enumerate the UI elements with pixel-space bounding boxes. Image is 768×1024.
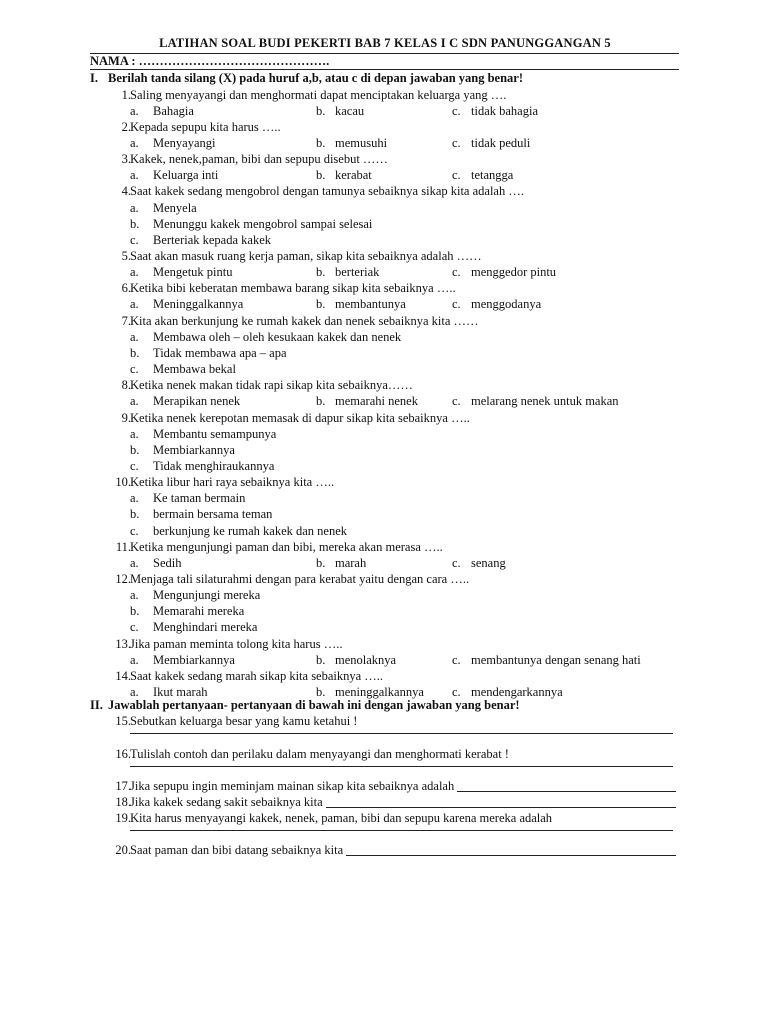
question-13 — [108, 637, 678, 653]
option-letter: b. — [130, 345, 140, 360]
option-text: tidak bahagia — [471, 103, 538, 118]
question-text: Saat akan masuk ruang kerja paman, sikap kita sebaiknya adalah …… — [130, 249, 482, 263]
option-text: kacau — [335, 103, 365, 118]
question-2 — [108, 120, 678, 136]
option-letter: c. — [130, 362, 139, 377]
question-number: 2. — [121, 119, 131, 134]
question-number: 13. — [115, 636, 131, 651]
question-text: Ketika nenek makan tidak rapi sikap kita sebaiknya…… — [130, 378, 413, 393]
option-letter: c. — [130, 232, 139, 247]
option-text: mendengarkannya — [471, 685, 563, 700]
question-11 — [108, 540, 678, 556]
option-text: Membawa oleh – oleh kesukaan kakek dan nenek — [153, 329, 402, 344]
option-letter: b. — [130, 216, 140, 231]
question-text: Tulislah contoh dan perilaku dalam menyayangi dan menghormati kerabat ! — [130, 746, 509, 761]
option-letter: b. — [316, 168, 326, 183]
option-letter: a. — [130, 200, 139, 215]
option-text: menggedor pintu — [471, 265, 557, 280]
section-1-number: I. — [90, 71, 98, 85]
option-letter: c. — [130, 523, 139, 538]
option-letter: a. — [130, 491, 139, 506]
question-number: 6. — [121, 281, 131, 296]
essay-question-16 — [108, 747, 678, 763]
option-text: Membantu semampunya — [153, 426, 277, 441]
question-8 — [108, 378, 678, 394]
option-text: Meninggalkannya — [153, 297, 244, 312]
question-number: 16. — [115, 746, 131, 761]
section-2-heading — [90, 698, 520, 713]
option-letter: c. — [452, 265, 461, 280]
question-5 — [108, 249, 678, 265]
option-letter: a. — [130, 135, 139, 150]
header-divider — [90, 69, 679, 70]
option-letter: c. — [452, 135, 461, 150]
question-number: 10. — [115, 475, 131, 490]
option-text: melarang nenek untuk makan — [471, 394, 619, 409]
option-letter: c. — [452, 685, 461, 700]
option-letter: b. — [316, 135, 326, 150]
section-1-instruction: Berilah tanda silang (X) pada huruf a,b, atau c di depan jawaban yang benar! — [108, 71, 524, 85]
essay-question-20 — [108, 843, 678, 859]
option-letter: a. — [130, 103, 139, 118]
option-text: Sedih — [153, 555, 182, 570]
section-2-number: II. — [90, 698, 103, 713]
question-number: 1. — [121, 87, 131, 102]
option-letter: c. — [452, 652, 461, 667]
question-number: 18. — [115, 794, 131, 809]
option-letter: c. — [130, 458, 139, 473]
question-4 — [108, 184, 678, 200]
option-letter: a. — [130, 652, 139, 667]
option-letter: b. — [316, 297, 326, 312]
option-text: bermain bersama teman — [153, 507, 273, 522]
question-number: 9. — [121, 410, 131, 425]
option-letter: c. — [452, 103, 461, 118]
option-text: Menyela — [153, 200, 197, 215]
section-1-heading — [90, 71, 523, 86]
worksheet-title: LATIHAN SOAL BUDI PEKERTI BAB 7 KELAS I C SDN PANUNGGANGAN 5 — [159, 36, 611, 50]
question-text: Jika paman meminta tolong kita harus ….. — [130, 636, 343, 651]
option-text: marah — [335, 555, 367, 570]
question-text: Menjaga tali silaturahmi dengan para kerabat yaitu dengan cara ….. — [130, 572, 470, 586]
question-text: Ketika mengunjungi paman dan bibi, mereka akan merasa ….. — [130, 539, 443, 554]
option-letter: b. — [316, 652, 326, 667]
essay-question-17 — [108, 779, 678, 795]
question-14 — [108, 669, 678, 685]
option-text: Tidak menghiraukannya — [153, 458, 275, 473]
option-text: tidak peduli — [471, 135, 531, 150]
option-letter: c. — [452, 168, 461, 183]
question-text: Kita harus menyayangi kakek, nenek, paman, bibi dan sepupu karena mereka adalah — [130, 811, 553, 826]
option-text: Berteriak kepada kakek — [153, 232, 271, 247]
essay-question-19 — [108, 811, 678, 827]
option-letter: a. — [130, 329, 139, 344]
answer-blank[interactable] — [457, 781, 676, 792]
option-letter: a. — [130, 426, 139, 441]
question-number: 8. — [121, 378, 131, 393]
option-text: Mengunjungi mereka — [153, 588, 261, 603]
option-text: Mengetuk pintu — [153, 265, 233, 280]
question-text: Kepada sepupu kita harus ….. — [130, 119, 281, 134]
option-text: Membiarkannya — [153, 442, 235, 457]
question-text: Kakek, nenek,paman, bibi dan sepupu disebut …… — [130, 152, 388, 167]
option-text: memarahi nenek — [335, 394, 418, 409]
question-text: Kita akan berkunjung ke rumah kakek dan nenek sebaiknya kita …… — [130, 313, 479, 328]
answer-line[interactable] — [130, 733, 673, 734]
name-field[interactable]: NAMA : ………………………………………. — [90, 54, 330, 68]
question-text: Saat kakek sedang mengobrol dengan tamunya sebaiknya sikap kita adalah …. — [130, 184, 524, 199]
option-text: senang — [471, 555, 506, 570]
question-number: 5. — [121, 249, 131, 263]
question-text: Saat paman dan bibi datang sebaiknya kita — [130, 843, 344, 858]
option-text: berteriak — [335, 265, 380, 280]
option-text: membantunya dengan senang hati — [471, 652, 641, 667]
option-text: Tidak membawa apa – apa — [153, 345, 287, 360]
question-10 — [108, 475, 678, 491]
option-text: Keluarga inti — [153, 168, 219, 183]
question-number: 17. — [115, 778, 131, 793]
option-letter: a. — [130, 588, 139, 603]
option-text: berkunjung ke rumah kakek dan nenek — [153, 523, 348, 538]
option-text: Memarahi mereka — [153, 604, 245, 619]
question-12 — [108, 572, 678, 588]
question-number: 11. — [115, 539, 131, 554]
question-text: Saling menyayangi dan menghormati dapat menciptakan keluarga yang …. — [130, 87, 507, 102]
question-number: 14. — [115, 668, 131, 683]
option-text: Membawa bekal — [153, 362, 236, 377]
option-letter: a. — [130, 555, 139, 570]
answer-blank[interactable] — [326, 797, 676, 808]
question-number: 15. — [115, 714, 131, 729]
option-letter: a. — [130, 265, 139, 280]
question-1 — [108, 88, 678, 104]
option-text: Menghindari mereka — [153, 620, 258, 635]
question-text: Sebutkan keluarga besar yang kamu ketahui ! — [130, 714, 358, 729]
option-letter: a. — [130, 168, 139, 183]
question-text: Saat kakek sedang marah sikap kita sebaiknya ….. — [130, 668, 384, 683]
option-text: Membiarkannya — [153, 652, 235, 667]
option-text: meninggalkannya — [335, 685, 424, 700]
option-letter: c. — [452, 555, 461, 570]
option-text: tetangga — [471, 168, 514, 183]
option-letter: a. — [130, 685, 139, 700]
section-2-instruction: Jawablah pertanyaan- pertanyaan di bawah ini dengan jawaban yang benar! — [108, 698, 520, 713]
option-text: kerabat — [335, 168, 372, 183]
essay-question-18 — [108, 795, 678, 811]
question-number: 7. — [121, 313, 131, 328]
option-letter: b. — [130, 507, 140, 522]
question-text: Ketika nenek kerepotan memasak di dapur sikap kita sebaiknya ….. — [130, 410, 470, 425]
option-text: Ke taman bermain — [153, 491, 246, 506]
question-number: 20. — [115, 843, 131, 858]
answer-line[interactable] — [130, 766, 673, 767]
option-letter: b. — [316, 394, 326, 409]
option-letter: a. — [130, 394, 139, 409]
question-text: Ketika bibi keberatan membawa barang sikap kita sebaiknya ….. — [130, 281, 456, 296]
option-text: membantunya — [335, 297, 406, 312]
option-text: menolaknya — [335, 652, 397, 667]
option-letter: b. — [316, 685, 326, 700]
question-number: 19. — [115, 811, 131, 826]
question-7 — [108, 314, 678, 330]
option-letter: b. — [130, 442, 140, 457]
option-letter: c. — [452, 394, 461, 409]
option-text: Menyayangi — [153, 135, 216, 150]
question-text: Ketika libur hari raya sebaiknya kita ….. — [130, 475, 335, 490]
question-number: 4. — [121, 184, 131, 199]
option-letter: b. — [130, 604, 140, 619]
question-number: 12. — [115, 572, 131, 586]
question-text: Jika sepupu ingin meminjam mainan sikap kita sebaiknya adalah — [130, 778, 455, 793]
option-text: Bahagia — [153, 103, 194, 118]
answer-line[interactable] — [130, 830, 673, 831]
question-9 — [108, 411, 678, 427]
option-text: Ikut marah — [153, 685, 208, 700]
question-6 — [108, 281, 678, 297]
option-text: memusuhi — [335, 135, 388, 150]
option-letter: b. — [316, 555, 326, 570]
answer-blank[interactable] — [346, 845, 676, 856]
option-letter: c. — [452, 297, 461, 312]
option-letter: a. — [130, 297, 139, 312]
option-letter: b. — [316, 103, 326, 118]
option-text: Menunggu kakek mengobrol sampai selesai — [153, 216, 373, 231]
question-number: 3. — [121, 152, 131, 167]
question-text: Jika kakek sedang sakit sebaiknya kita — [130, 794, 323, 809]
option-text: Merapikan nenek — [153, 394, 241, 409]
option-text: menggodanya — [471, 297, 542, 312]
essay-question-15 — [108, 714, 678, 730]
option-letter: c. — [130, 620, 139, 635]
option-letter: b. — [316, 265, 326, 280]
question-3 — [108, 152, 678, 168]
